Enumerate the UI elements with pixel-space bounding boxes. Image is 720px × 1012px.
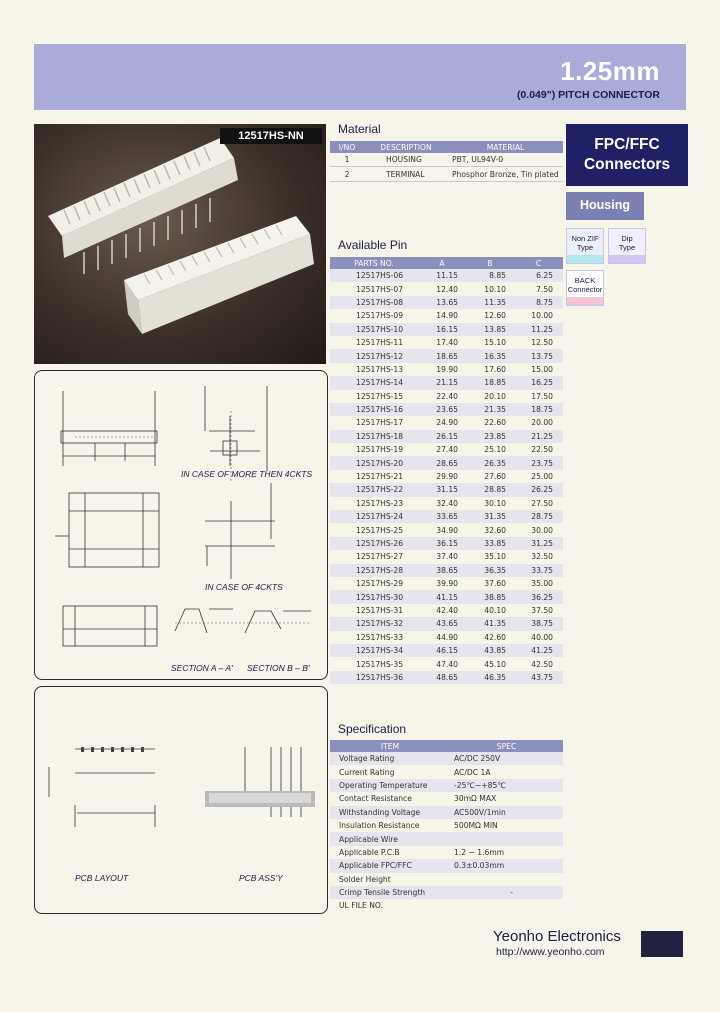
spec-item-cell: Operating Temperature [330,779,450,792]
table-row [330,523,563,536]
page-number-box [641,931,683,957]
product-photo [34,124,326,364]
dimension-cell: 36.35 [466,564,514,577]
dimension-cell: 10.00 [531,311,553,321]
table-row [330,577,563,590]
dimension-cell: 25.00 [531,472,553,482]
dimension-cell: 13.65 [418,296,466,309]
caption-pcb-layout: PCB LAYOUT [75,873,129,883]
dimension-cell: 35.10 [484,552,506,562]
spec-item-cell: Current Rating [339,767,395,777]
part-number-cell: 12517HS-08 [330,296,418,309]
part-number-cell: 12517HS-31 [356,605,404,615]
table-row [330,590,563,603]
part-number-label: 12517HS-NN [220,128,322,144]
table-row [330,483,563,496]
spec-item-cell: Voltage Rating [330,752,450,765]
table-row [330,309,563,322]
part-number-cell: 12517HS-17 [356,418,404,428]
part-number-cell: 12517HS-27 [356,552,404,562]
dimension-cell: 41.15 [418,590,466,603]
material-col-material: MATERIAL [448,141,563,153]
dimension-cell: 46.15 [418,644,466,657]
dimension-cell: 20.00 [531,418,553,428]
table-row [330,671,563,684]
table-row [330,886,563,899]
category-box [566,124,688,186]
page-subtitle: (0.049") PITCH CONNECTOR [516,89,660,101]
spec-item-cell: Insulation Resistance [339,821,420,831]
part-number-cell: 12517HS-29 [356,579,404,589]
table-row [330,336,563,349]
dimension-cell: 41.25 [514,644,563,657]
company-name: Yeonho Electronics [493,928,621,945]
table-row [330,657,563,670]
spec-item-cell: Contact Resistance [339,794,412,804]
pin-header-row [330,257,563,269]
dimension-cell: 37.40 [436,552,458,562]
material-table [330,141,563,182]
dimension-cell: 18.75 [514,403,563,416]
dimension-cell: 29.90 [436,472,458,482]
part-number-cell: 12517HS-30 [330,590,418,603]
dimension-cell: 34.90 [436,525,458,535]
table-row [330,456,563,469]
pcb-drawing-frame [34,686,328,914]
dimension-cell: 45.10 [484,659,506,669]
spec-value-cell [450,899,563,912]
dimension-cell: 46.35 [466,671,514,684]
dimension-cell: 26.35 [466,456,514,469]
spec-item-cell: Applicable Wire [330,832,450,845]
spec-item-cell: Solder Height [339,874,391,884]
material-value: PBT, UL94V-0 [448,153,563,167]
table-row [330,819,563,832]
table-row [330,510,563,523]
table-row [330,806,563,819]
dimension-cell: 42.40 [436,605,458,615]
table-row [330,363,563,376]
material-value: Phosphor Bronze, Tin plated [448,167,563,181]
table-row [330,873,563,886]
material-header-row [330,141,563,153]
back-line2: Connector [567,285,603,294]
caption-section-a: SECTION A – A' [171,663,233,673]
spec-item-cell: Crimp Tensile Strength [330,886,450,899]
non-zif-line1: Non ZIF [571,234,599,243]
dimension-cell: 37.50 [531,605,553,615]
dimension-cell: 23.75 [514,456,563,469]
housing-tab: Housing [566,192,644,220]
dip-color-bar [609,255,645,263]
dimension-cell: 21.15 [418,376,466,389]
part-number-cell: 12517HS-26 [330,537,418,550]
dimension-cell: 31.35 [466,510,514,523]
connector-photo-illustration [34,124,326,364]
table-row [330,631,563,644]
dimension-cell: 19.90 [436,364,458,374]
table-row [330,430,563,443]
spec-value-cell [450,832,563,845]
spec-value-cell: 500MΩ MIN [454,821,498,831]
dimension-cell: 39.90 [436,579,458,589]
dimension-cell: 43.75 [514,671,563,684]
pin-col-c: C [514,257,563,269]
material-no: 2 [330,167,364,181]
dimension-cell: 18.65 [418,349,466,362]
dimension-cell: 6.25 [514,269,563,282]
dimension-cell: 24.90 [436,418,458,428]
part-number-cell: 12517HS-09 [356,311,404,321]
dimension-cell: 26.25 [514,483,563,496]
table-row [330,470,563,483]
dimension-cell: 8.75 [514,296,563,309]
part-number-cell: 12517HS-12 [330,349,418,362]
spec-item-cell: Withstanding Voltage [330,806,450,819]
dimension-cell: 23.65 [418,403,466,416]
dimension-cell: 25.10 [484,445,506,455]
table-row [330,617,563,630]
dimension-cell: 10.10 [484,284,506,294]
dimension-cell: 16.25 [514,376,563,389]
part-number-cell: 12517HS-33 [356,632,404,642]
part-number-cell: 12517HS-36 [330,671,418,684]
table-row [330,550,563,563]
part-number-cell: 12517HS-32 [330,617,418,630]
caption-section-b: SECTION B – B' [247,663,310,673]
dimension-cell: 15.00 [531,364,553,374]
part-number-cell: 12517HS-14 [330,376,418,389]
table-row [330,752,563,765]
table-row [330,604,563,617]
spec-value-cell: AC/DC 250V [450,752,563,765]
part-number-cell: 12517HS-28 [330,564,418,577]
material-description: HOUSING [364,153,448,167]
material-description: TERMINAL [364,167,448,181]
table-row [330,323,563,336]
dimension-cell: 41.35 [466,617,514,630]
dimension-drawing-frame [34,370,328,680]
spec-header-row [330,740,563,752]
available-pin-table [330,257,563,684]
material-title: Material [338,122,381,136]
material-col-no: I/NO [330,141,364,153]
table-row [330,390,563,403]
pin-col-part: PARTS NO. [330,257,418,269]
dimension-cell: 48.65 [418,671,466,684]
table-row [330,376,563,389]
part-number-cell: 12517HS-35 [356,659,404,669]
table-row [330,644,563,657]
table-row [330,416,563,429]
category-line1: FPC/FFC [594,136,660,153]
dimension-cell: 21.25 [514,430,563,443]
dimension-cell: 8.85 [466,269,514,282]
part-number-cell: 12517HS-16 [330,403,418,416]
dimension-cell: 38.85 [466,590,514,603]
part-number-cell: 12517HS-10 [330,323,418,336]
dimension-cell: 28.75 [514,510,563,523]
table-row [330,269,563,282]
spec-value-cell [450,873,563,886]
table-row [330,859,563,872]
dimension-cell: 18.85 [466,376,514,389]
dimension-cell: 33.85 [466,537,514,550]
caption-more-than-4ckts: IN CASE OF MORE THEN 4CKTS [181,469,313,479]
table-row [330,899,563,912]
spec-value-cell: - [450,886,563,899]
dimension-cell: 27.50 [531,498,553,508]
back-line1: BACK [574,276,596,285]
dimension-cell: 36.15 [418,537,466,550]
dimension-cell: 35.00 [531,579,553,589]
dimension-cell: 22.50 [531,445,553,455]
part-number-cell: 12517HS-34 [330,644,418,657]
non-zif-line2: Type [576,243,594,252]
dip-type-tag [608,228,646,264]
non-zif-type-tag [566,228,604,264]
dimension-cell: 21.35 [466,403,514,416]
table-row [330,153,563,167]
dimension-cell: 16.35 [466,349,514,362]
part-number-cell: 12517HS-11 [356,338,404,348]
dimension-cell: 12.50 [531,338,553,348]
dimension-cell: 40.00 [531,632,553,642]
dimension-cell: 43.65 [418,617,466,630]
spec-item-cell: Applicable P.C.B [339,847,400,857]
table-row [330,282,563,295]
dimension-cell: 11.25 [514,323,563,336]
specification-table [330,740,563,913]
dimension-cell: 22.60 [484,418,506,428]
dimension-cell: 30.10 [484,498,506,508]
dimension-cell: 12.40 [436,284,458,294]
table-row [330,765,563,778]
part-number-cell: 12517HS-19 [356,445,404,455]
dimension-cell: 32.40 [436,498,458,508]
available-pin-title: Available Pin [338,238,408,252]
dimension-cell: 20.10 [484,391,506,401]
part-number-cell: 12517HS-18 [330,430,418,443]
dimension-cell: 13.75 [514,349,563,362]
part-number-cell: 12517HS-21 [356,472,404,482]
part-number-cell: 12517HS-13 [356,364,404,374]
dimension-cell: 42.60 [484,632,506,642]
page-title: 1.25mm [560,56,660,86]
table-row [330,443,563,456]
table-row [330,403,563,416]
dimension-cell: 23.85 [466,430,514,443]
table-row [330,832,563,845]
back-color-bar [567,297,603,305]
spec-value-cell: -25℃~+85℃ [450,779,563,792]
dimension-cell: 13.85 [466,323,514,336]
dimension-cell: 47.40 [436,659,458,669]
dimension-cell: 17.60 [484,364,506,374]
dimension-cell: 12.60 [484,311,506,321]
dimension-cell: 33.65 [418,510,466,523]
dimension-cell: 11.35 [466,296,514,309]
dimension-cell: 32.50 [531,552,553,562]
dimension-drawing [35,371,327,679]
part-number-cell: 12517HS-25 [356,525,404,535]
dimension-cell: 28.65 [418,456,466,469]
part-number-cell: 12517HS-20 [330,456,418,469]
spec-value-cell: 0.3±0.03mm [450,859,563,872]
dimension-cell: 38.75 [514,617,563,630]
caption-pcb-assy: PCB ASS'Y [239,873,283,883]
part-number-cell: 12517HS-15 [356,391,404,401]
dimension-cell: 43.85 [466,644,514,657]
part-number-cell: 12517HS-23 [356,498,404,508]
pin-col-b: B [466,257,514,269]
table-row [330,167,563,181]
dimension-cell: 31.25 [514,537,563,550]
part-number-cell: 12517HS-06 [330,269,418,282]
table-row [330,846,563,859]
dimension-cell: 32.60 [484,525,506,535]
table-row [330,564,563,577]
dimension-cell: 31.15 [418,483,466,496]
spec-item-cell: UL FILE NO. [339,901,384,911]
material-no: 1 [330,153,364,167]
dimension-cell: 7.50 [536,284,553,294]
table-row [330,296,563,309]
dimension-cell: 37.60 [484,579,506,589]
spec-col-item: ITEM [330,740,450,752]
dimension-cell: 27.60 [484,472,506,482]
dimension-cell: 27.40 [436,445,458,455]
part-number-cell: 12517HS-07 [356,284,404,294]
dimension-cell: 14.90 [436,311,458,321]
dimension-cell: 17.40 [436,338,458,348]
specification-title: Specification [338,722,407,736]
back-connector-tag [566,270,604,306]
table-row [330,537,563,550]
dimension-cell: 26.15 [418,430,466,443]
dimension-cell: 42.50 [531,659,553,669]
dimension-cell: 28.85 [466,483,514,496]
part-number-cell: 12517HS-22 [330,483,418,496]
table-row [330,792,563,805]
header-banner [34,44,686,110]
dip-line1: Dip [621,234,633,243]
spec-value-cell: 1.2 ~ 1.6mm [454,847,505,857]
dimension-cell: 33.75 [514,564,563,577]
dimension-cell: 22.40 [436,391,458,401]
dip-line2: Type [618,243,636,252]
spec-value-cell: AC500V/1min [450,806,563,819]
dimension-cell: 15.10 [484,338,506,348]
category-line2: Connectors [583,156,671,173]
material-col-description: DESCRIPTION [364,141,448,153]
dimension-cell: 38.65 [418,564,466,577]
non-zif-color-bar [567,255,603,263]
pin-col-a: A [418,257,466,269]
spec-value-cell: AC/DC 1A [454,767,491,777]
spec-col-spec: SPEC [450,740,563,752]
company-url[interactable]: http://www.yeonho.com [496,946,605,958]
dimension-cell: 36.25 [514,590,563,603]
spec-item-cell: Applicable FPC/FFC [330,859,450,872]
dimension-cell: 17.50 [531,391,553,401]
caption-4ckts: IN CASE OF 4CKTS [205,582,283,592]
table-row [330,349,563,362]
table-row [330,779,563,792]
dimension-cell: 40.10 [484,605,506,615]
dimension-cell: 30.00 [531,525,553,535]
spec-value-cell: 30mΩ MAX [454,794,497,804]
dimension-cell: 16.15 [418,323,466,336]
dimension-cell: 44.90 [436,632,458,642]
part-number-cell: 12517HS-24 [330,510,418,523]
table-row [330,497,563,510]
dimension-cell: 11.15 [418,269,466,282]
